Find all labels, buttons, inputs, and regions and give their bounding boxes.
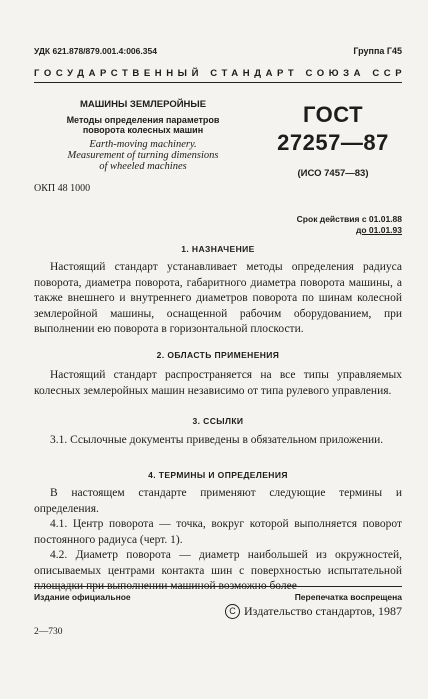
footer-row — [34, 592, 402, 602]
iso-reference: (ИСО 7457—83) — [297, 168, 369, 179]
section-2-text — [34, 368, 402, 399]
section-4-paragraph-intro: В настоящем стандарте применяют следующие термины и определения. — [34, 487, 402, 515]
validity-block — [297, 214, 402, 236]
okp-code: ОКП 48 1000 — [34, 183, 91, 194]
header-divider — [34, 82, 402, 83]
copyright-text: Издательство стандартов, 1987 — [244, 604, 402, 618]
gost-label: ГОСТ — [302, 102, 364, 127]
header-row — [34, 46, 402, 56]
title-sub-line1: Методы определения параметров — [66, 115, 220, 125]
state-standard-banner: ГОСУДАРСТВЕННЫЙ СТАНДАРТ СОЮЗА ССР — [34, 68, 407, 79]
title-en-line1: Earth-moving machinery. — [89, 139, 197, 150]
page-code: 2—730 — [34, 627, 63, 637]
section-3-heading: 3. ССЫЛКИ — [192, 416, 244, 426]
copyright-icon: C — [225, 604, 240, 619]
section-1-heading: 1. НАЗНАЧЕНИЕ — [181, 244, 255, 254]
footer-divider — [34, 586, 402, 587]
title-en-line3: of wheeled machines — [99, 161, 187, 172]
gost-number: 27257—87 — [277, 130, 389, 155]
title-main: МАШИНЫ ЗЕМЛЕРОЙНЫЕ — [79, 99, 207, 110]
section-4-paragraph-2: 4.2. Диаметр поворота — диаметр наибольшей из окружностей, описываемых центрами контакта шин с поверхностью испытательной площадки при выполнении машиной возможно более — [34, 549, 402, 592]
section-3-paragraph: 3.1. Ссылочные документы приведены в обязательном приложении. — [50, 434, 384, 446]
copyright-line — [225, 604, 402, 619]
section-3-text — [34, 433, 402, 449]
section-1-text — [34, 260, 402, 338]
section-4-paragraph-1: 4.1. Центр поворота — точка, вокруг которой выполняется поворот постоянного радиуса (черт. 1). — [34, 518, 402, 546]
official-edition: Издание официальное — [34, 592, 131, 602]
section-2-paragraph: Настоящий стандарт распространяется на все типы управляемых колесных землеройных машин независимо от типа рулевого управления. — [34, 369, 402, 397]
validity-from: Срок действия с 01.01.88 — [296, 214, 402, 224]
title-block — [48, 100, 238, 172]
udk-code: УДК 621.878/879.001.4:006.354 — [34, 46, 157, 56]
validity-to: до 01.01.93 — [355, 225, 402, 235]
section-4-text — [34, 486, 402, 595]
section-4-heading: 4. ТЕРМИНЫ И ОПРЕДЕЛЕНИЯ — [148, 470, 288, 480]
section-1-paragraph: Настоящий стандарт устанавливает методы определения радиуса поворота, диаметра поворота, габаритного диаметра поворота машины, а также внешнего и внутреннего диаметров поворота по шинам колесной землеройной машины, оснащенной рабочим оборудованием, при выполнении ею поворота в горизонтальной плоскости. — [34, 261, 402, 335]
title-sub-line2: поворота колесных машин — [82, 125, 204, 135]
reprint-prohibited: Перепечатка воспрещена — [294, 592, 402, 602]
group-code: Группа Г45 — [353, 46, 402, 56]
section-2-heading: 2. ОБЛАСТЬ ПРИМЕНЕНИЯ — [156, 350, 280, 360]
gost-block — [268, 102, 398, 179]
title-en-line2: Measurement of turning dimensions — [67, 150, 219, 161]
